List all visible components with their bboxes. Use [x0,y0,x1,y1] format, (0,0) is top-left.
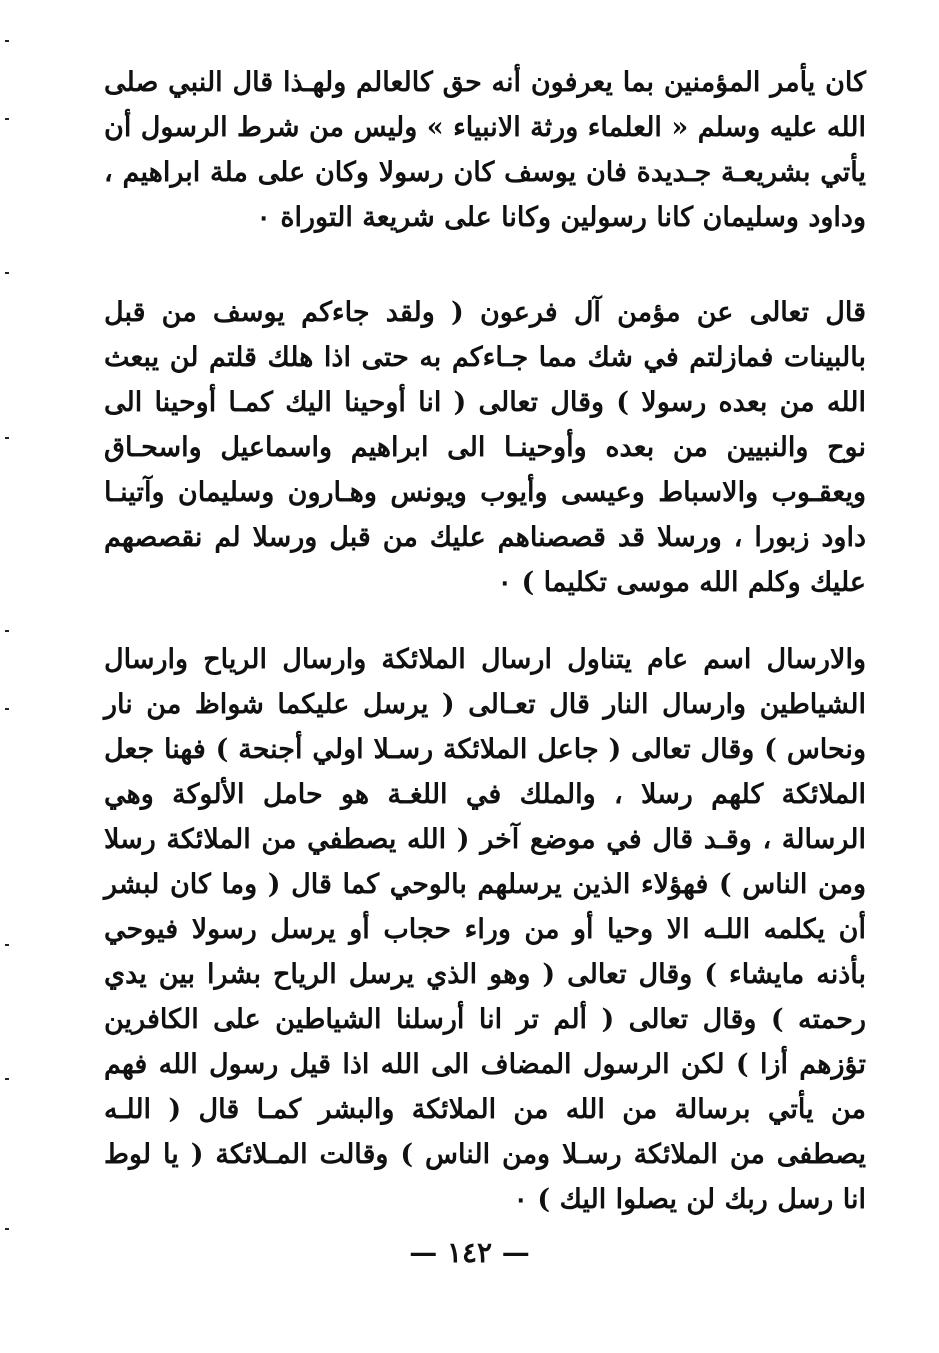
scan-mark [5,708,9,710]
paragraph-3: والارسال اسم عام يتناول ارسال الملائكة وارسال الرياح وارسال الشياطين وارسال النار قال تعـالى ( يرسل عليكما شواظ من نار ونحاس ) وقال تعالى ( جاعل الملائكة رسـلا اولي أجنحة ) فهنا جعل الملائكة كلهم رسلا ، والملك في اللغـة هو حامل الألوكة وهي الرسالة ، وقـد قال في موضع آخر ( الله يصطفي من الملائكة رسلا ومن الناس ) فهؤلاء الذين يرسلهم بالوحي كما قال ( وما كان لبشر أن يكلمه اللـه الا وحيا أو من وراء حجاب أو يرسل رسولا فيوحي بأذنه مايشاء ) وقال تعالى ( وهو الذي يرسل الرياح بشرا بين يدي رحمته ) وقال تعالى ( ألم تر انا أرسلنا الشياطين على الكافرين تؤزهم أزا ) لكن الرسول المضاف الى الله اذا قيل رسول الله فهم من يأتي برسالة من الله من الملائكة والبشر كمـا قال ( اللـه يصطفى من الملائكة رسـلا ومن الناس ) وقالت المـلائكة ( يا لوط انا رسل ربك لن يصلوا اليك ) ٠ [104,644,866,1215]
scan-mark [5,437,9,439]
scan-mark [5,40,9,42]
scan-mark [5,1228,9,1230]
scan-mark [5,118,9,120]
paragraph-2: قال تعالى عن مؤمن آل فرعون ( ولقد جاءكم يوسف من قبل بالبينات فمازلتم في شك مما جـاءكم به حتى اذا هلك قلتم لن يبعث الله من بعده رسولا ) وقال تعالى ( انا أوحينا اليك كمـا أوحينا الى نوح والنبيين من بعده وأوحينـا الى ابراهيم واسماعيل واسحـاق ويعقـوب والاسباط وعيسى وأيوب ويونس وهـارون وسليمان وآتينـا داود زبورا ، ورسلا قد قصصناهم عليك من قبل ورسلا لم نقصصهم عليك وكلم الله موسى تكليما ) ٠ [104,297,866,598]
paragraph-1: كان يأمر المؤمنين بما يعرفون أنه حق كالعالم ولهـذا قال النبي صلى الله عليه وسلم « العلماء ورثة الانبياء » وليس من شرط الرسول أن يأتي بشريعـة جـديدة فان يوسف كان رسولا وكان على ملة ابراهيم ، وداود وسليمان كانا رسولين وكانا على شريعة التوراة ٠ [104,67,866,233]
scan-mark [5,272,9,274]
page-number: — ١٤٢ — [409,1236,530,1269]
scan-mark [5,944,9,946]
scan-mark [5,630,9,632]
scan-mark [5,1078,9,1080]
